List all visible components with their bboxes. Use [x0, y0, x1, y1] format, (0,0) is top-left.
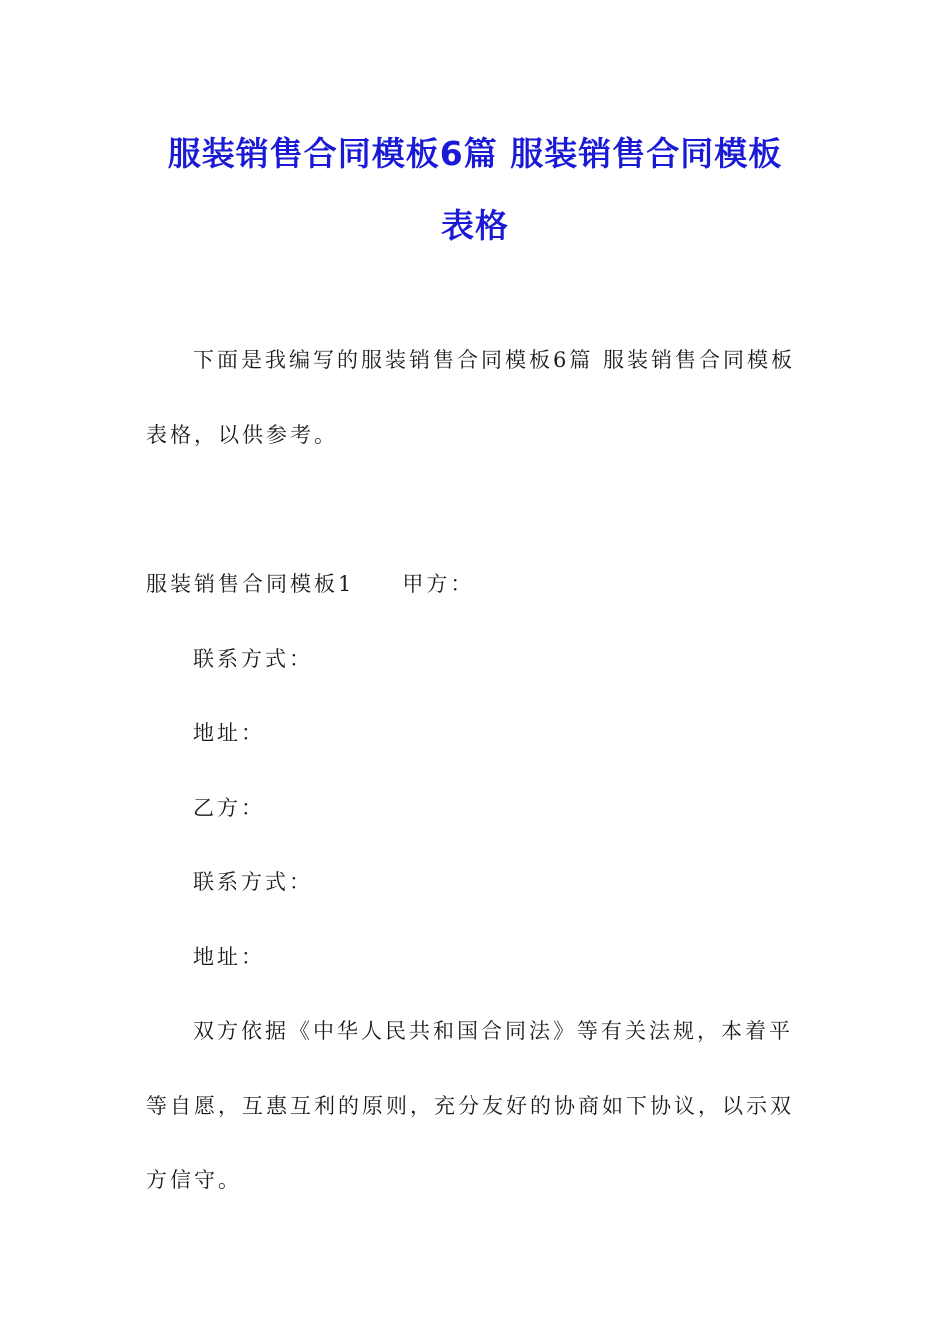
party-a-contact-label: 联系方式：: [193, 647, 313, 671]
party-b-address-label: 地址：: [193, 945, 265, 969]
body-paragraph-line-3: 方信守。: [146, 1168, 242, 1192]
section-1-heading: 服装销售合同模板1: [146, 572, 355, 596]
intro-paragraph-line-1: 下面是我编写的服装销售合同模板6篇 服装销售合同模板: [193, 348, 796, 372]
body-paragraph-line-2: 等自愿，互惠互利的原则，充分友好的协商如下协议，以示双: [146, 1094, 794, 1118]
document-title-line-1: 服装销售合同模板6篇 服装销售合同模板: [167, 134, 783, 173]
party-a-address-label: 地址：: [193, 721, 265, 745]
party-a-label: 甲方：: [402, 572, 475, 596]
party-b-label: 乙方：: [193, 796, 265, 820]
section-heading-row: [146, 570, 474, 598]
body-paragraph-line-1: 双方依据《中华人民共和国合同法》等有关法规，本着平: [193, 1019, 793, 1043]
party-b-contact-label: 联系方式：: [193, 870, 313, 894]
intro-paragraph-line-2: 表格，以供参考。: [146, 423, 338, 447]
document-title-line-2: 表格: [441, 206, 509, 245]
